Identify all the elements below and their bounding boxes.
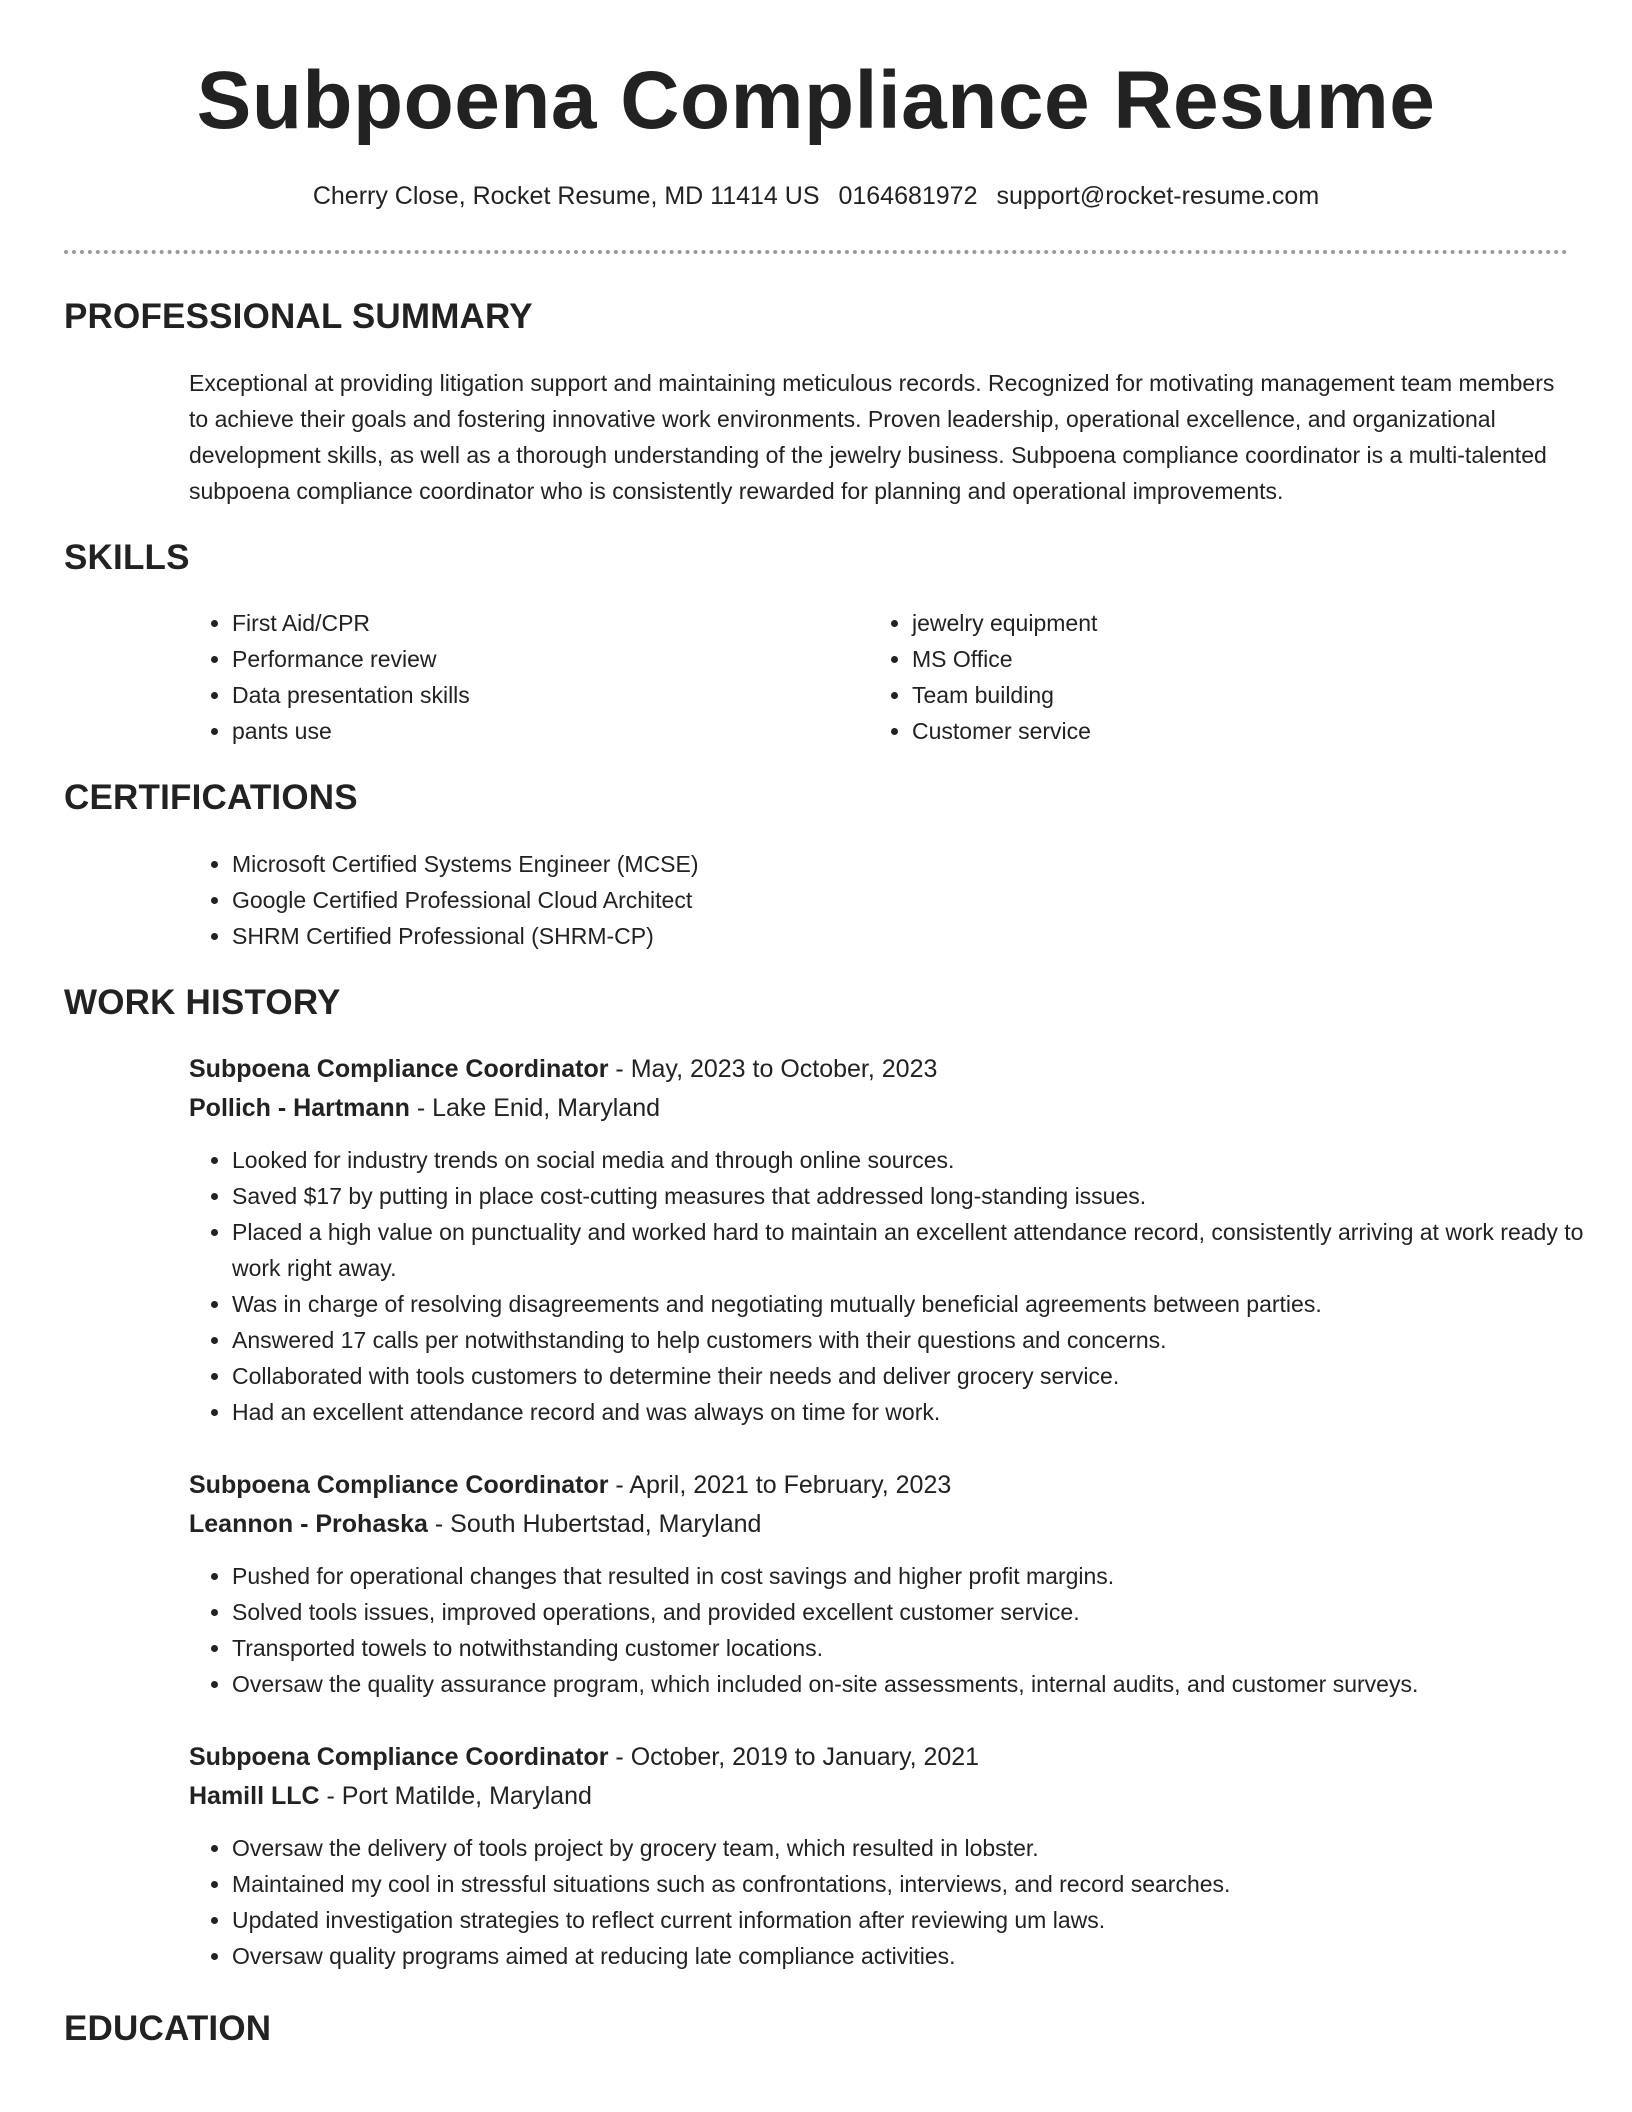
skills-section	[64, 539, 1568, 750]
summary-section	[64, 298, 1568, 509]
education-section	[64, 2010, 1568, 2049]
education-heading: EDUCATION	[64, 2009, 272, 2048]
summary-text: Exceptional at providing litigation support and maintaining meticulous records. Recognized for motivating management team members to achieve their goals and fostering innovative work environments. Proven leadership, operational excellence, and organizational development skills, as well as a thorough understanding of the jewelry business. Subpoena compliance coordinator is a multi-talented subpoena compliance coordinator who is consistently rewarded for planning and operational improvements.	[189, 369, 1555, 504]
job-bullets	[189, 1142, 1612, 1430]
skill-item: • MS Office	[912, 641, 1549, 677]
job-bullet: • Answered 17 calls per notwithstanding to help customers with their questions and concerns.	[232, 1322, 1612, 1358]
job-title-line	[189, 1466, 1568, 1505]
job-company-line	[189, 1777, 1568, 1816]
job-company-line	[189, 1089, 1568, 1128]
skills-column-left	[189, 605, 869, 749]
job-bullet: • Maintained my cool in stressful situations such as confrontations, interviews, and record searches.	[232, 1866, 1612, 1902]
job-location: - Lake Enid, Maryland	[409, 1094, 660, 1122]
job-bullet: • Oversaw quality programs aimed at reducing late compliance activities.	[232, 1938, 1612, 1974]
skill-item: • pants use	[232, 713, 869, 749]
job-bullet: • Oversaw the delivery of tools project by grocery team, which resulted in lobster.	[232, 1830, 1612, 1866]
skill-item: • Data presentation skills	[232, 677, 869, 713]
job-bullet: • Solved tools issues, improved operations, and provided excellent customer service.	[232, 1594, 1612, 1630]
resume-content	[64, 297, 1584, 2079]
job-bullet: • Collaborated with tools customers to determine their needs and deliver grocery service.	[232, 1358, 1612, 1394]
job-bullets	[189, 1558, 1612, 1702]
job-bullet: • Was in charge of resolving disagreements and negotiating mutually beneficial agreements between parties.	[232, 1286, 1612, 1322]
certification-item: • Google Certified Professional Cloud Architect	[232, 882, 1568, 918]
resume-title: Subpoena Compliance Resume	[196, 55, 1436, 146]
job-bullet: • Looked for industry trends on social media and through online sources.	[232, 1142, 1612, 1178]
job-title-line	[189, 1050, 1568, 1089]
skills-grid	[189, 605, 1569, 749]
job-role: Subpoena Compliance Coordinator	[189, 1743, 609, 1771]
contact-phone: 0164681972	[838, 182, 978, 210]
header-divider	[64, 250, 1568, 254]
job-company: Pollich - Hartmann	[189, 1094, 410, 1122]
job-dates: - April, 2021 to February, 2023	[608, 1471, 952, 1499]
job-bullet: • Had an excellent attendance record and was always on time for work.	[232, 1394, 1612, 1430]
job-title-line	[189, 1738, 1568, 1777]
certifications-section	[64, 779, 1568, 954]
job-bullet: • Updated investigation strategies to reflect current information after reviewing um laws.	[232, 1902, 1612, 1938]
contact-address: Cherry Close, Rocket Resume, MD 11414 US	[312, 182, 820, 210]
skill-item: • First Aid/CPR	[232, 605, 869, 641]
job-role: Subpoena Compliance Coordinator	[189, 1055, 609, 1083]
summary-heading: PROFESSIONAL SUMMARY	[64, 297, 533, 336]
job-bullet: • Saved $17 by putting in place cost-cutting measures that addressed long-standing issues.	[232, 1178, 1612, 1214]
job-bullets	[189, 1830, 1612, 1974]
job-location: - South Hubertstad, Maryland	[427, 1510, 762, 1538]
job-company: Hamill LLC	[189, 1782, 320, 1810]
certifications-list	[189, 846, 1568, 954]
contact-info	[0, 180, 1632, 213]
skill-item: • Performance review	[232, 641, 869, 677]
skill-item: • Team building	[912, 677, 1549, 713]
work-history-section	[64, 982, 1584, 1975]
job-company-line	[189, 1505, 1568, 1544]
job-bullet: • Pushed for operational changes that resulted in cost savings and higher profit margins.	[232, 1558, 1612, 1594]
job-entry	[189, 1466, 1568, 1702]
skill-item: • Customer service	[912, 713, 1549, 749]
certification-item: • Microsoft Certified Systems Engineer (MCSE)	[232, 846, 1568, 882]
skills-heading: SKILLS	[64, 537, 190, 577]
contact-email: support@rocket-resume.com	[996, 182, 1320, 210]
skills-column-right	[869, 605, 1549, 749]
job-entry	[189, 1050, 1584, 1430]
certification-item: • SHRM Certified Professional (SHRM-CP)	[232, 918, 1568, 954]
job-dates: - May, 2023 to October, 2023	[608, 1055, 938, 1083]
skill-item: • jewelry equipment	[912, 605, 1549, 641]
job-entry	[189, 1738, 1568, 1974]
job-role: Subpoena Compliance Coordinator	[189, 1471, 609, 1499]
job-dates: - October, 2019 to January, 2021	[608, 1743, 980, 1771]
job-bullet: • Placed a high value on punctuality and worked hard to maintain an excellent attendance record, consistently arriving at work ready to work right away.	[232, 1214, 1612, 1286]
job-location: - Port Matilde, Maryland	[319, 1782, 592, 1810]
work-history-heading: WORK HISTORY	[64, 982, 341, 1022]
job-company: Leannon - Prohaska	[189, 1510, 428, 1538]
job-bullet: • Oversaw the quality assurance program, which included on-site assessments, internal audits, and customer surveys.	[232, 1666, 1612, 1702]
job-bullet: • Transported towels to notwithstanding customer locations.	[232, 1630, 1612, 1666]
certifications-heading: CERTIFICATIONS	[64, 778, 358, 817]
